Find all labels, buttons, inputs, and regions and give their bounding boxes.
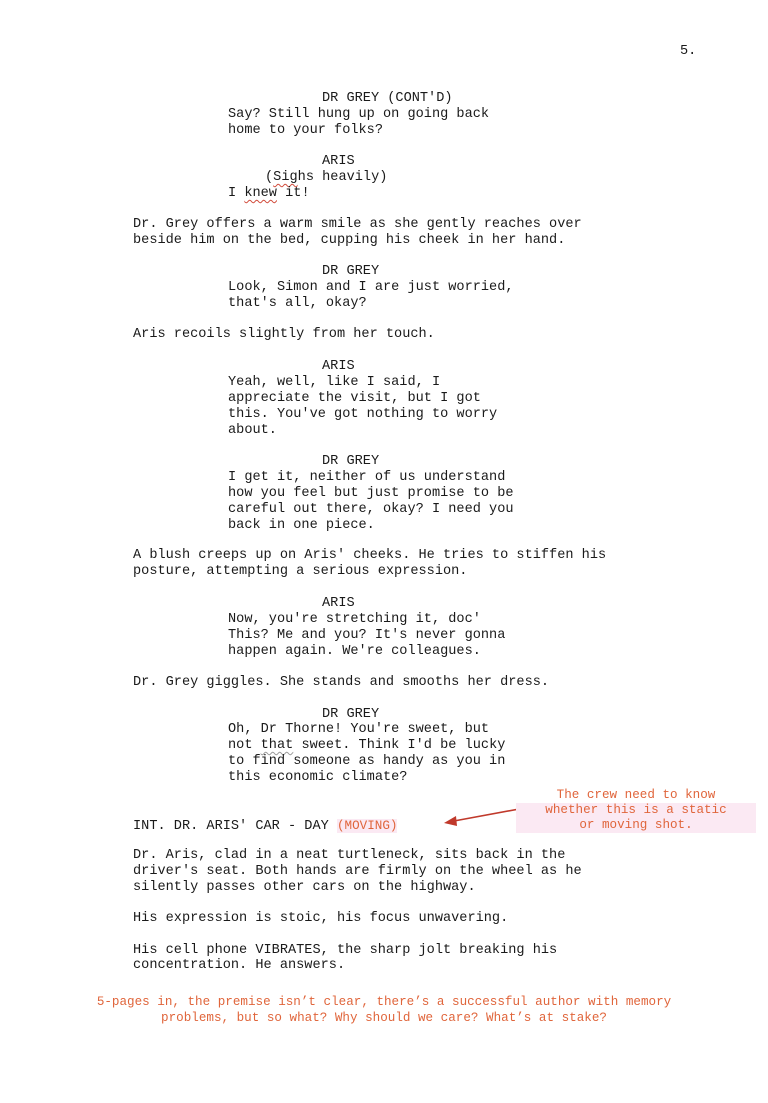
character-name: DR GREY — [322, 707, 380, 722]
scene-heading-tag: (MOVING) — [336, 819, 398, 833]
dialogue-line: how you feel but just promise to be — [228, 486, 514, 501]
character-name: DR GREY — [322, 264, 380, 279]
dialogue-line: that's all, okay? — [228, 296, 367, 311]
action-line: Aris recoils slightly from her touch. — [133, 327, 435, 342]
action-line: beside him on the bed, cupping his cheek in her hand. — [133, 233, 566, 248]
grammar-squiggle: that — [260, 738, 294, 753]
bottom-comment: 5-pages in, the premise isn’t clear, there’s a successful author with memory problems, but so what? Why should we care? What’s at stake? — [96, 995, 672, 1025]
dialogue-line: happen again. We're colleagues. — [228, 644, 481, 659]
dialogue-line: Yeah, well, like I said, I — [228, 375, 441, 390]
action-line: Dr. Grey offers a warm smile as she gently reaches over — [133, 217, 582, 232]
dialogue-line: Look, Simon and I are just worried, — [228, 280, 514, 295]
scene-heading: INT. DR. ARIS' CAR - DAY (MOVING) — [133, 819, 398, 834]
action-line: driver's seat. Both hands are firmly on the wheel as he — [133, 864, 582, 879]
action-line: His cell phone VIBRATES, the sharp jolt breaking his — [133, 943, 558, 958]
dialogue-line: This? Me and you? It's never gonna — [228, 628, 506, 643]
dialogue-line: appreciate the visit, but I got — [228, 391, 481, 406]
action-line: Dr. Grey giggles. She stands and smooths her dress. — [133, 675, 550, 690]
action-line: silently passes other cars on the highway. — [133, 880, 476, 895]
dialogue-line: Now, you're stretching it, doc' — [228, 612, 481, 627]
dialogue-line: this economic climate? — [228, 770, 408, 785]
action-line: concentration. He answers. — [133, 958, 346, 973]
parenthetical: (Sighs heavily) — [265, 170, 388, 185]
character-name: DR GREY — [322, 454, 380, 469]
dialogue-line: I knew it! — [228, 186, 310, 201]
character-name: ARIS — [322, 154, 355, 169]
action-line: A blush creeps up on Aris' cheeks. He tries to stiffen his — [133, 548, 607, 563]
dialogue-line: Oh, Dr Thorne! You're sweet, but — [228, 722, 490, 737]
spelling-squiggle: knew — [244, 186, 277, 201]
action-line: Dr. Aris, clad in a neat turtleneck, sits back in the — [133, 848, 566, 863]
margin-comment: The crew need to know whether this is a static or moving shot. — [516, 788, 756, 836]
dialogue-line: back in one piece. — [228, 518, 375, 533]
spelling-squiggle: Sig — [273, 170, 298, 185]
character-name: DR GREY (CONT'D) — [322, 91, 453, 106]
dialogue-line: I get it, neither of us understand — [228, 470, 506, 485]
character-name: ARIS — [322, 596, 355, 611]
page-number: 5. — [680, 44, 697, 59]
dialogue-line: this. You've got nothing to worry — [228, 407, 498, 422]
character-name: ARIS — [322, 359, 355, 374]
action-line: His expression is stoic, his focus unwavering. — [133, 911, 509, 926]
dialogue-line: careful out there, okay? I need you — [228, 502, 514, 517]
dialogue-line: not that sweet. Think I'd be lucky — [228, 738, 506, 753]
dialogue-line: about. — [228, 423, 277, 438]
dialogue-line: home to your folks? — [228, 123, 383, 138]
dialogue-line: to find someone as handy as you in — [228, 754, 506, 769]
dialogue-line: Say? Still hung up on going back — [228, 107, 490, 122]
action-line: posture, attempting a serious expression. — [133, 564, 468, 579]
